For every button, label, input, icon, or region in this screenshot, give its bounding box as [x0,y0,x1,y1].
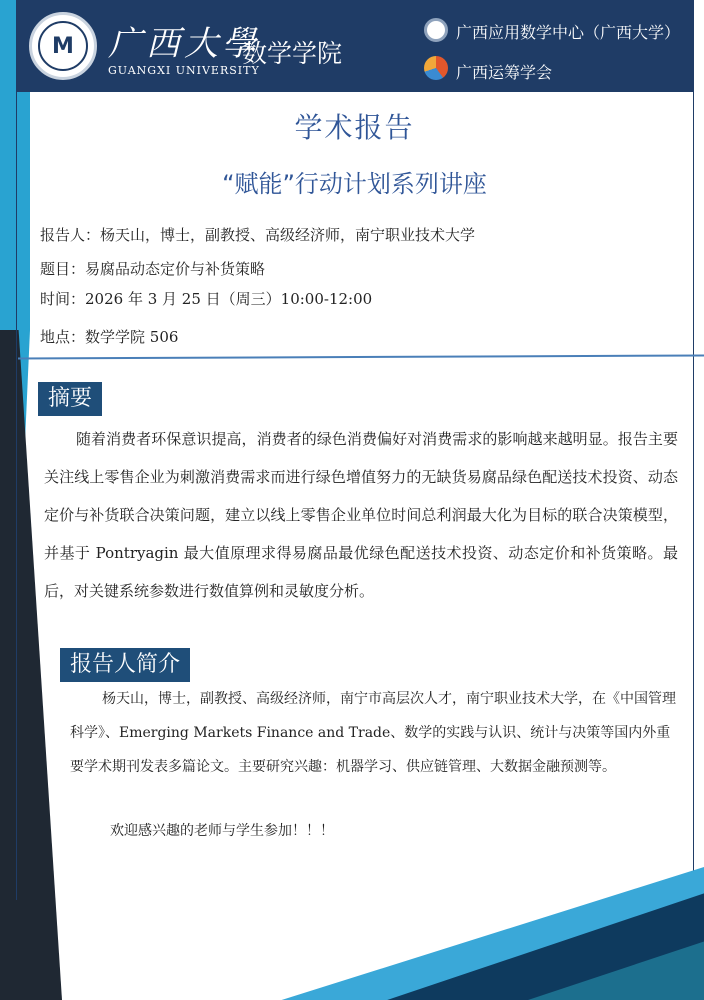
math-center-logo-icon [424,18,448,42]
info-topic [40,258,265,279]
time-value: 2026 年 3 月 25 日（周三）10:00-12:00 [85,290,373,308]
header-banner [16,0,693,92]
info-speaker [40,224,475,245]
info-place [40,326,178,347]
org-or-society: 广西运筹学会 [456,63,553,82]
abstract-text: 随着消费者环保意识提高，消费者的绿色消费偏好对消费需求的影响越来越明显。报告主要关注线上零售企业为刺激消费需求而进行绿色增值努力的无缺货易腐品绿色配送技术投资、动态定价与补货联合决策问题，建立以线上零售企业单位时间总利润最大化为目标的联合决策模型，并基于 Pontryagin 最大值原理求得易腐品最优绿色配送技术投资、动态定价和补货策略。最后，对关键系统参数进行数值算例和灵敏度分析。 [44,430,678,600]
bio-text: 杨天山，博士，副教授、高级经济师，南宁市高层次人才，南宁职业技术大学，在《中国管理科学》、Emerging Markets Finance and Trade、数学的实践与认识、统计与决策等国内外重要学术期刊发表多篇论文。主要研究兴趣：机器学习、供应链管理、大数据金融预测等。 [70,691,676,775]
page-subtitle: “赋能”行动计划系列讲座 [222,170,487,198]
info-time [40,288,372,309]
university-seal-icon: M [38,21,88,71]
college-name: 数学学院 [242,39,343,68]
abstract-heading: 摘要 [38,382,102,416]
or-society-logo-icon [424,56,448,80]
org-applied-math-center: 广西应用数学中心（广西大学） [456,23,681,42]
welcome-text: 欢迎感兴趣的老师与学生参加！！！ [110,823,334,839]
university-logo [29,12,97,80]
speaker-value: 杨天山，博士，副教授、高级经济师，南宁职业技术大学 [100,226,476,244]
place-label: 地点： [40,328,86,346]
topic-value: 易腐品动态定价与补货策略 [85,260,266,278]
university-name-cn: 广西大學 [108,24,260,64]
speaker-label: 报告人： [40,226,101,244]
time-label: 时间： [40,290,86,308]
page-title: 学术报告 [294,111,415,144]
bio-heading: 报告人简介 [60,648,190,682]
topic-label: 题目： [40,260,86,278]
place-value: 数学学院 506 [85,328,179,346]
university-name-en: GUANGXI UNIVERSITY [108,64,260,77]
